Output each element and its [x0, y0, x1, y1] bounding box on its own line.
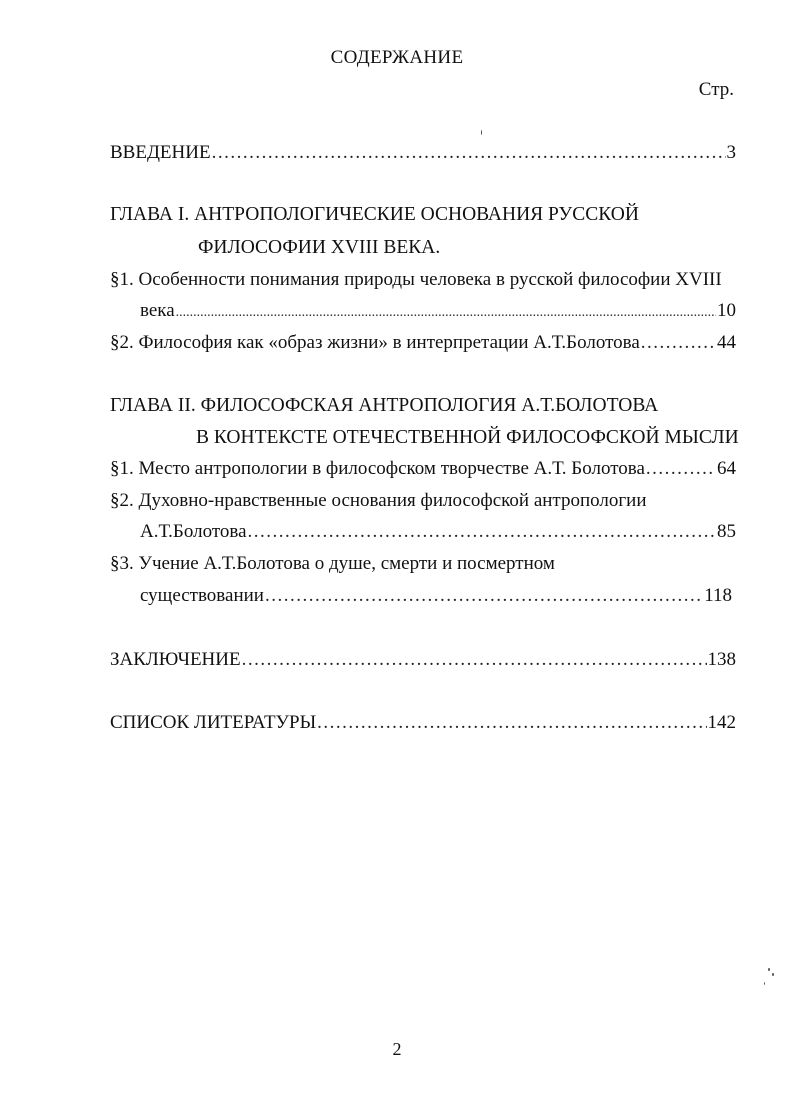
leader-dots — [641, 333, 716, 352]
page-column-header: Стр. — [698, 79, 734, 100]
toc-entry-ch1-sec1-line1[interactable]: §1. Особенности понимания природы человека в русской философии XVIII — [110, 269, 722, 290]
toc-entry-ch2-sec2-line1[interactable]: §2. Духовно-нравственные основания философской антропологии — [110, 490, 647, 511]
leader-dots — [248, 522, 716, 541]
toc-entry-ch2-sec3-line1[interactable]: §3. Учение А.Т.Болотова о душе, смерти и посмертном — [110, 553, 555, 574]
chapter-1-heading-line1[interactable]: ГЛАВА I. АНТРОПОЛОГИЧЕСКИЕ ОСНОВАНИЯ РУССКОЙ — [110, 204, 639, 225]
toc-page-number: 85 — [717, 521, 736, 542]
leader-dots — [265, 586, 703, 605]
toc-page-number: 64 — [717, 458, 736, 479]
toc-label: §2. Философия как «образ жизни» в интерпретации А.Т.Болотова — [110, 332, 640, 353]
chapter-2-heading-line1[interactable]: ГЛАВА II. ФИЛОСОФСКАЯ АНТРОПОЛОГИЯ А.Т.БОЛОТОВА — [110, 395, 659, 416]
chapter-1-heading-line2[interactable]: ФИЛОСОФИИ XVIII ВЕКА. — [198, 237, 441, 258]
leader-dots — [646, 459, 716, 478]
toc-label: существовании — [140, 585, 264, 606]
scan-speck — [772, 973, 774, 976]
toc-label: ЗАКЛЮЧЕНИЕ — [110, 649, 241, 670]
leader-dots — [242, 650, 707, 669]
page-number: 2 — [392, 1039, 402, 1059]
scan-speck — [764, 982, 765, 985]
leader-dots — [317, 713, 706, 732]
page-title: СОДЕРЖАНИЕ — [330, 47, 464, 68]
toc-page-number: 138 — [707, 649, 736, 670]
toc-entry-introduction[interactable] — [110, 143, 736, 162]
toc-page-number: 142 — [707, 712, 736, 733]
toc-label: §1. Место антропологии в философском творчестве А.Т. Болотова — [110, 458, 645, 479]
toc-label: СПИСОК ЛИТЕРАТУРЫ — [110, 712, 317, 733]
scan-speck — [768, 968, 770, 971]
toc-label: ВВЕДЕНИЕ — [110, 142, 211, 163]
toc-page-number: 118 — [704, 585, 732, 606]
toc-entry-ch2-sec2-line2[interactable] — [140, 522, 736, 541]
toc-entry-bibliography[interactable] — [110, 713, 736, 732]
toc-entry-ch1-sec2[interactable] — [110, 333, 736, 352]
toc-page-number: 10 — [717, 300, 736, 321]
toc-label: века — [140, 300, 175, 321]
toc-entry-ch2-sec3-line2[interactable] — [140, 586, 732, 605]
toc-entry-conclusion[interactable] — [110, 650, 736, 669]
toc-entry-ch2-sec1[interactable] — [110, 459, 736, 478]
chapter-2-heading-line2[interactable]: В КОНТЕКСТЕ ОТЕЧЕСТВЕННОЙ ФИЛОСОФСКОЙ МЫСЛИ — [196, 427, 739, 448]
toc-entry-ch1-sec1-line2[interactable] — [140, 301, 736, 320]
scan-speck — [481, 130, 482, 135]
leader-dots — [176, 306, 716, 320]
toc-page-number: 3 — [726, 142, 736, 163]
toc-label: А.Т.Болотова — [140, 521, 247, 542]
leader-dots — [212, 143, 726, 162]
toc-page-number: 44 — [717, 332, 736, 353]
